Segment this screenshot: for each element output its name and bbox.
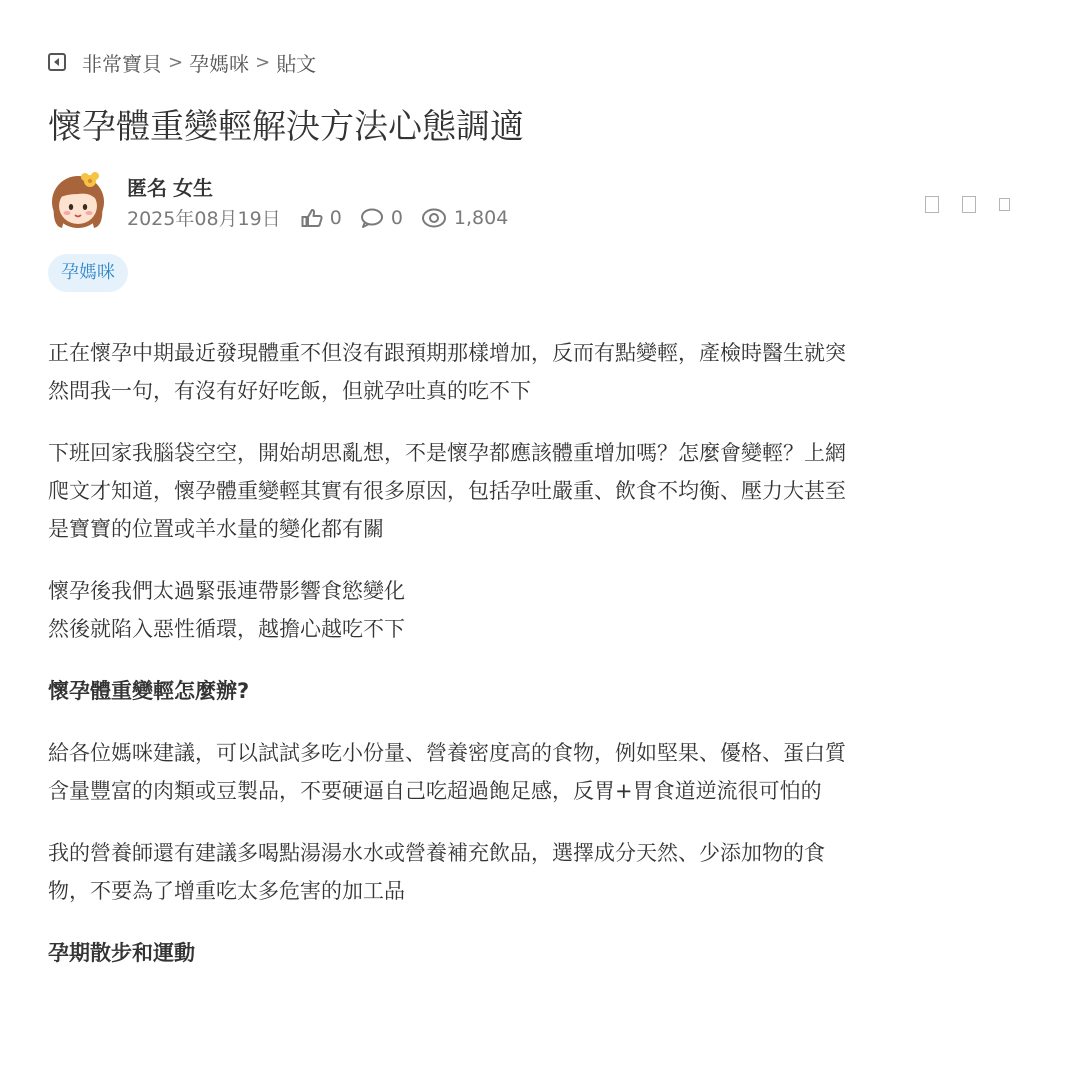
paragraph-line: 正在懷孕中期最近發現體重不但沒有跟預期那樣增加，反而有點變輕，產檢時醫生就突 (48, 341, 846, 365)
post-meta (127, 204, 526, 231)
post-title: 懷孕體重變輕解決方法心態調適 (48, 107, 524, 147)
post-page (48, 0, 1032, 1080)
view-count (421, 207, 508, 229)
paragraph (48, 572, 1032, 648)
post-content (48, 334, 1032, 996)
paragraph (48, 834, 1032, 910)
paragraph-line: 我的營養師還有建議多喝點湯湯水水或營養補充飲品，選擇成分天然、少添加物的食 (48, 841, 825, 865)
paragraph-line: 物，不要為了增重吃太多危害的加工品 (48, 879, 405, 903)
paragraph-line: 爬文才知道，懷孕體重變輕其實有很多原因，包括孕吐嚴重、飲食不均衡、壓力大甚至 (48, 479, 846, 503)
avatar[interactable] (48, 168, 108, 230)
author-name-text: 匿名 (127, 176, 167, 200)
breadcrumb-current: 貼文 (276, 51, 317, 76)
breadcrumb (48, 48, 316, 76)
paragraph-line: 然問我一句，有沒有好好吃飯，但就孕吐真的吃不下 (48, 379, 531, 403)
thumbs-up-icon (301, 208, 323, 228)
paragraph-line: 然後就陷入惡性循環，越擔心越吃不下 (48, 617, 405, 641)
section-heading: 懷孕體重變輕怎麼辦? (48, 679, 250, 703)
paragraph-line: 給各位媽咪建議，可以試試多吃小份量、營養密度高的食物，例如堅果、優格、蛋白質 (48, 741, 846, 765)
comment-bubble-icon (360, 208, 384, 228)
section-heading: 孕期散步和運動 (48, 941, 195, 965)
breadcrumb-separator: > (168, 51, 184, 73)
post-date: 2025年08月19日 (127, 208, 281, 230)
like-count[interactable] (301, 207, 342, 229)
more-options-icon[interactable] (999, 198, 1010, 211)
like-count-value: 0 (329, 206, 342, 229)
paragraph (48, 334, 1032, 410)
paragraph-line: 是寶寶的位置或羊水量的變化都有關 (48, 517, 384, 541)
board-tag[interactable]: 孕媽咪 (48, 254, 128, 292)
breadcrumb-separator: > (255, 51, 271, 73)
back-icon[interactable] (48, 53, 66, 71)
paragraph (48, 434, 1032, 548)
paragraph-line: 下班回家我腦袋空空，開始胡思亂想，不是懷孕都應該體重增加嗎？怎麼會變輕？上網 (48, 441, 846, 465)
author-name[interactable] (127, 172, 213, 201)
view-count-value: 1,804 (453, 206, 509, 229)
share-icon[interactable] (962, 196, 976, 213)
paragraph (48, 734, 1032, 810)
breadcrumb-item-home[interactable]: 非常寶貝 (82, 51, 162, 76)
author-row (48, 168, 1032, 232)
author-gender: 女生 (173, 176, 213, 200)
eye-icon (421, 208, 447, 228)
paragraph-line: 含量豐富的肉類或豆製品，不要硬逼自己吃超過飽足感，反胃+胃食道逆流很可怕的 (48, 779, 822, 803)
bookmark-icon[interactable] (925, 196, 939, 213)
comment-count[interactable] (360, 207, 403, 229)
breadcrumb-item-board[interactable]: 孕媽咪 (189, 51, 250, 76)
post-actions (902, 196, 1010, 213)
comment-count-value: 0 (390, 206, 403, 229)
paragraph-line: 懷孕後我們太過緊張連帶影響食慾變化 (48, 579, 405, 603)
